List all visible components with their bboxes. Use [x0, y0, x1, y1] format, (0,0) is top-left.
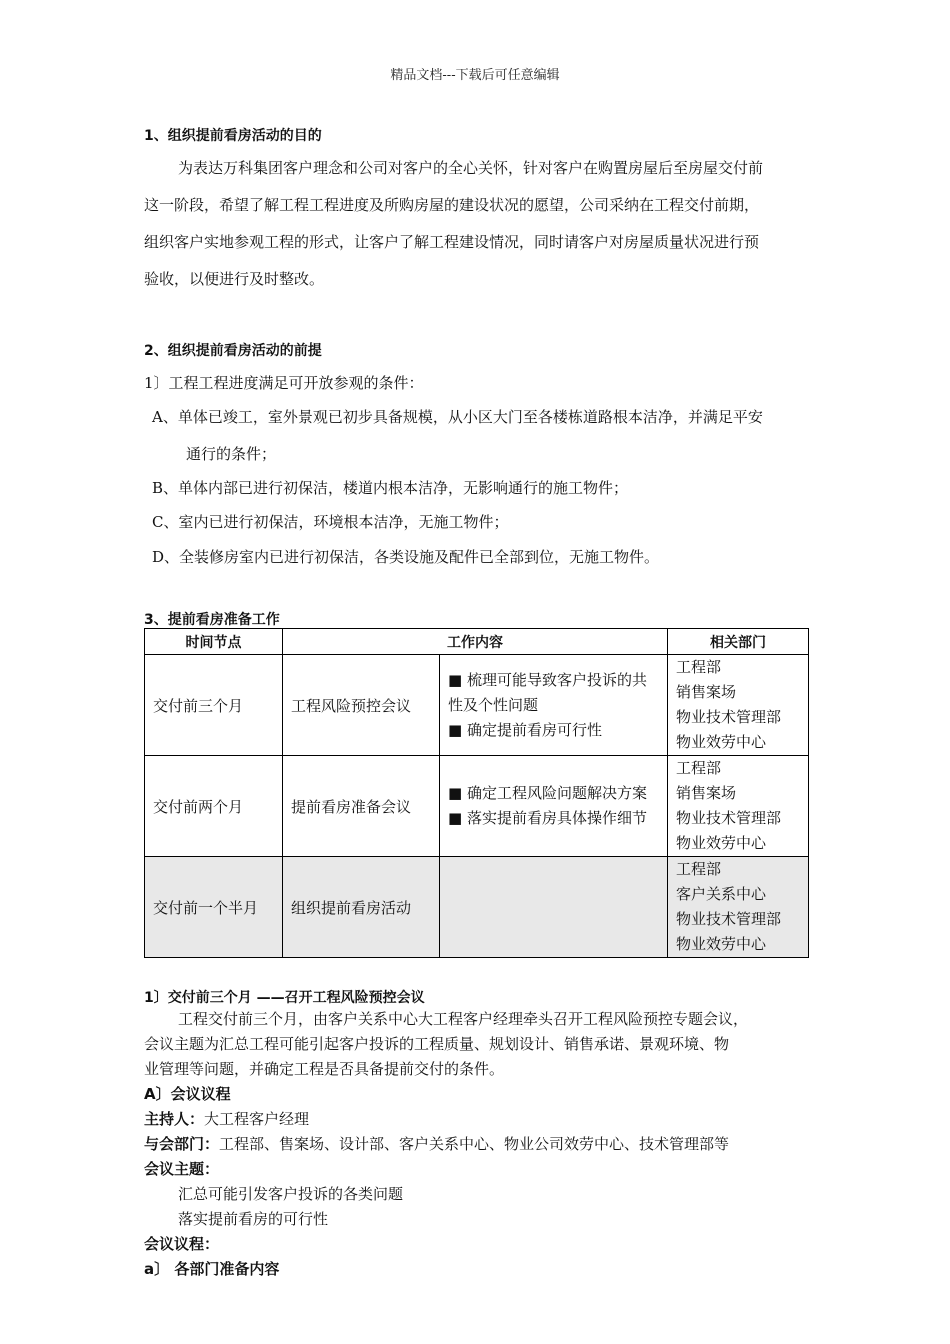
agenda-title: A〕会议议程	[144, 1085, 231, 1103]
paragraph-line: 这一阶段，希望了解工程工程进度及所购房屋的建设状况的愿望，公司采纳在工程交付前期，	[144, 196, 760, 214]
paragraph-line: 业管理等问题，并确定工程是否具备提前交付的条件。	[144, 1060, 505, 1078]
paragraph-line: 为表达万科集团客户理念和公司对客户的全心关怀，针对客户在购置房屋后至房屋交付前	[178, 159, 764, 177]
dept-item: 物业技术管理部	[676, 809, 782, 827]
section-2-title: 2、组织提前看房活动的前提	[144, 343, 322, 359]
agenda-label: 会议议程：	[144, 1235, 220, 1253]
paragraph-line: 验收，以便进行及时整改。	[144, 270, 325, 288]
time-cell: 交付前一个半月	[145, 857, 283, 958]
paragraph-line: 工程交付前三个月，由客户关系中心大工程客户经理牵头召开工程风险预控专题会议，	[178, 1010, 749, 1028]
dept-item: 销售案场	[676, 683, 737, 701]
time-cell: 交付前三个月	[145, 655, 283, 756]
theme-item: 汇总可能引发客户投诉的各类问题	[178, 1185, 404, 1203]
dept-item: 工程部	[676, 658, 722, 676]
host-value: 大工程客户经理	[204, 1110, 310, 1128]
table-row	[145, 655, 809, 756]
task-cell: 组织提前看房活动	[283, 857, 440, 958]
section-1-title: 1、组织提前看房活动的目的	[144, 128, 322, 144]
dept-item: 物业效劳中心	[676, 733, 767, 751]
time-cell: 交付前两个月	[145, 756, 283, 857]
table-row	[145, 857, 809, 958]
task-cell: 工程风险预控会议	[283, 655, 440, 756]
items-cell	[440, 655, 668, 756]
paragraph-line: 会议主题为汇总工程可能引起客户投诉的工程质量、规划设计、销售承诺、景观环境、物	[144, 1035, 730, 1053]
col-header-content: 工作内容	[283, 629, 668, 655]
list-item: ■ 确定提前看房可行性	[448, 720, 602, 739]
dept-item: 工程部	[676, 860, 722, 878]
condition-intro: 1〕工程工程进度满足可开放参观的条件：	[144, 374, 424, 392]
host-line	[144, 1107, 309, 1132]
dept-cell	[668, 857, 809, 958]
dept-item: 物业技术管理部	[676, 708, 782, 726]
col-header-time: 时间节点	[145, 629, 283, 655]
dept-item: 工程部	[676, 759, 722, 777]
list-item: ■ 确定工程风险问题解决方案	[448, 784, 647, 802]
condition-d: D、全装修房室内已进行初保洁，各类设施及配件已全部到位，无施工物件。	[152, 548, 660, 566]
theme-label: 会议主题：	[144, 1160, 220, 1178]
condition-c: C、室内已进行初保洁，环境根本洁净，无施工物件；	[152, 513, 509, 531]
dept-item: 物业效劳中心	[676, 834, 767, 852]
items-cell	[440, 857, 668, 958]
task-cell: 提前看房准备会议	[283, 756, 440, 857]
depts-value: 工程部、售案场、设计部、客户关系中心、物业公司效劳中心、技术管理部等	[219, 1135, 730, 1153]
page-header: 精品文档---下载后可任意编辑	[390, 68, 560, 83]
items-cell	[440, 756, 668, 857]
table-row	[145, 756, 809, 857]
list-item: ■ 落实提前看房具体操作细节	[448, 809, 647, 827]
list-item: ■ 梳理可能导致客户投诉的共	[448, 670, 647, 689]
theme-item: 落实提前看房的可行性	[178, 1210, 329, 1228]
dept-item: 销售案场	[676, 784, 737, 802]
depts-line	[144, 1132, 729, 1157]
section-3-title: 3、提前看房准备工作	[144, 612, 280, 628]
dept-cell	[668, 655, 809, 756]
list-item: 性及个性问题	[448, 695, 539, 714]
prep-table	[144, 628, 809, 958]
condition-a-cont: 通行的条件；	[186, 445, 277, 463]
col-header-dept: 相关部门	[668, 629, 809, 655]
condition-b: B、单体内部已进行初保洁，楼道内根本洁净，无影响通行的施工物件；	[152, 479, 629, 497]
subsection-title: 1〕交付前三个月 ——召开工程风险预控会议	[144, 990, 425, 1006]
dept-item: 客户关系中心	[676, 885, 767, 903]
dept-item: 物业效劳中心	[676, 935, 767, 953]
condition-a: A、单体已竣工，室外景观已初步具备规模，从小区大门至各楼栋道路根本洁净，并满足平安	[152, 408, 763, 426]
sub-a-title: a〕 各部门准备内容	[144, 1260, 280, 1278]
dept-item: 物业技术管理部	[676, 910, 782, 928]
paragraph-line: 组织客户实地参观工程的形式，让客户了解工程建设情况，同时请客户对房屋质量状况进行预	[144, 233, 760, 251]
host-label: 主持人：	[144, 1110, 205, 1128]
depts-label: 与会部门：	[144, 1135, 220, 1153]
dept-cell	[668, 756, 809, 857]
